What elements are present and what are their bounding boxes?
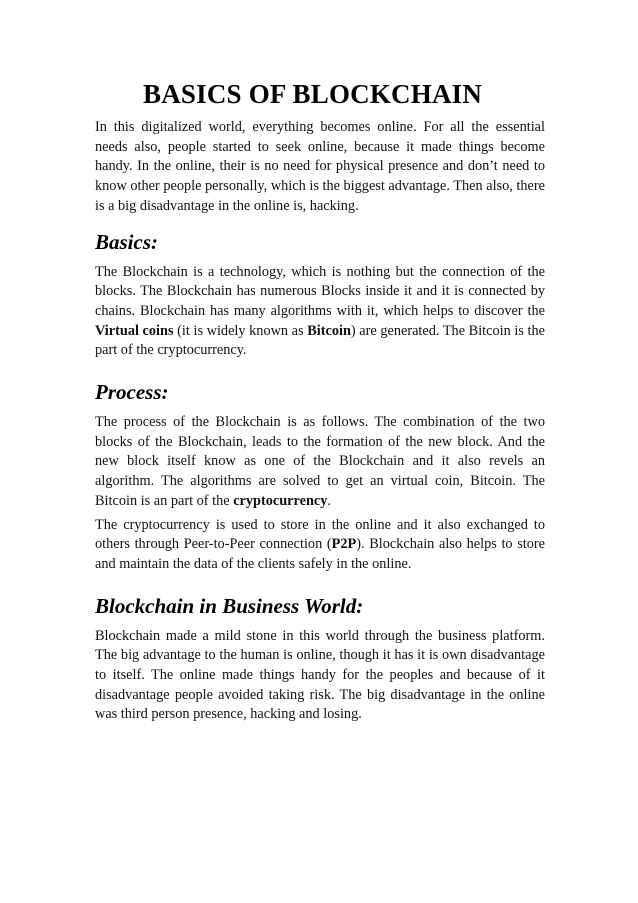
process-text-2: .: [327, 492, 331, 509]
business-paragraph: Blockchain made a mild stone in this world through the business platform. The big advantage to the human is online, though it has it is own disadvantage to itself. The online made things handy for the peoples and because of it disadvantage people avoided taking risk. The big disadvantage in the online was third person presence, hacking and losing.: [95, 627, 545, 723]
document-title: BASICS OF BLOCKCHAIN: [143, 79, 483, 109]
basics-text-3: ) are generated. The Bitcoin is the part of the cryptocurrency.: [95, 322, 545, 359]
process-text-4: ). Blockchain also helps to store and maintain the data of the clients safely in the online.: [95, 536, 546, 572]
process-text-1: The process of the Blockchain is as follows. The combination of the two blocks of the Blockchain, leads to the formation of the new block. And the new block itself know as one of the Blockchain and it also revels an algorithm. The algorithms are solved to get an virtual coin, Bitcoin. The Bitcoin is an part of the: [95, 414, 545, 509]
basics-bold-bitcoin: Bitcoin: [307, 322, 351, 339]
document-page: [95, 76, 545, 725]
basics-bold-virtual-coins: Virtual coins: [95, 322, 174, 339]
section-heading-process: Process:: [95, 380, 169, 405]
basics-text-2: (it is widely known as: [173, 322, 308, 339]
intro-paragraph: In this digitalized world, everything becomes online. For all the essential needs also, people started to seek online, because it made things become handy. In the online, their is no need for physical presence and don’t need to know other people personally, which is the biggest advantage. Then also, there is a big disadvantage in the online is, hacking.: [95, 119, 545, 214]
basics-paragraph: [95, 263, 545, 362]
process-paragraph-1: [95, 413, 545, 512]
process-paragraph-2: [95, 516, 545, 575]
process-text-3: The cryptocurrency is used to store in the online and it also exchanged to others through Peer-to-Peer connection (: [95, 516, 545, 553]
section-heading-business-world: Blockchain in Business World:: [95, 593, 364, 618]
process-bold-cryptocurrency: cryptocurrency: [233, 492, 328, 509]
section-heading-basics: Basics:: [95, 229, 158, 254]
basics-text-1: The Blockchain is a technology, which is nothing but the connection of the blocks. The Blockchain has numerous Blocks inside it and it is connected by chains. Blockchain has many algorithms with it, which helps to discover the: [95, 263, 545, 319]
process-bold-p2p: P2P: [331, 536, 357, 553]
